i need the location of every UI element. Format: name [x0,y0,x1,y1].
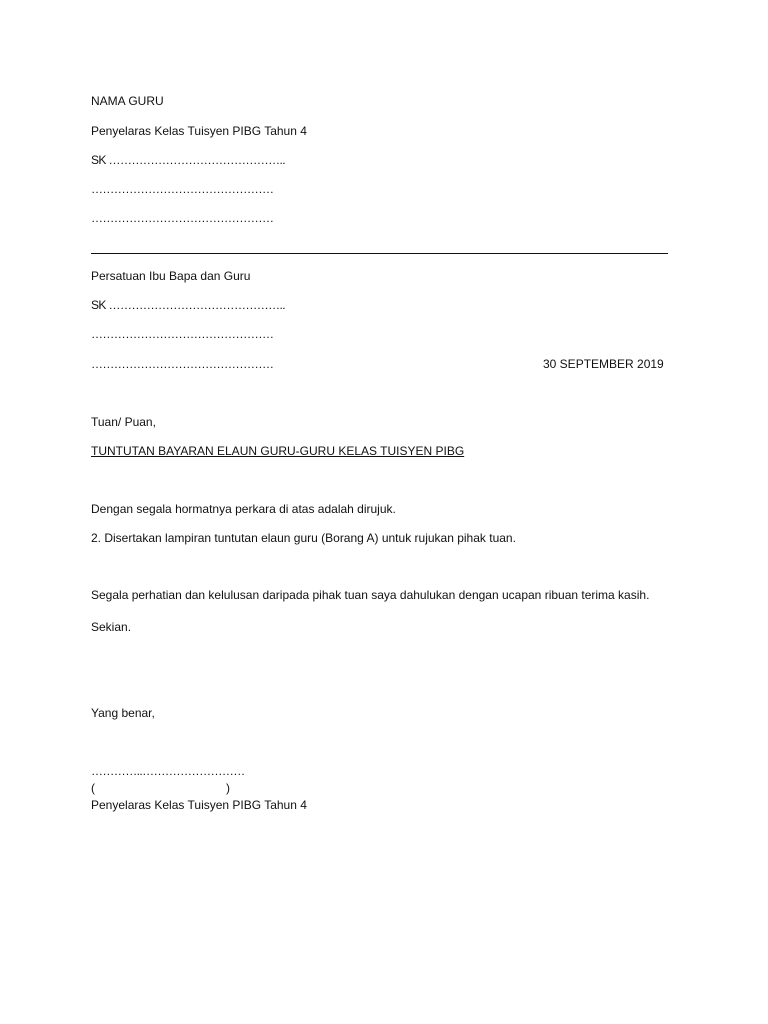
recipient-school-line: SK ……………………………………….. [91,298,286,312]
sender-address-line-2: ………………………………………… [91,211,274,225]
sender-address-line-1: ………………………………………… [91,182,274,196]
sender-school-line: SK ……………………………………….. [91,153,286,167]
letter-date: 30 SEPTEMBER 2019 [543,357,664,371]
body-closing: Sekian. [91,620,132,634]
recipient-address-line-2: ………………………………………… [91,357,274,371]
body-paragraph-2: 2. Disertakan lampiran tuntutan elaun guru (Borang A) untuk rujukan pihak tuan. [91,531,516,545]
recipient-name: Persatuan Ibu Bapa dan Guru [91,269,251,283]
letter-subject: TUNTUTAN BAYARAN ELAUN GURU-GURU KELAS TUISYEN PIBG [91,444,465,458]
sender-name: NAMA GURU [91,94,164,108]
signature-name-close-paren: ) [226,781,230,795]
signature-line: …………..……………………… [91,764,245,778]
signature-name-open-paren: ( [91,781,95,795]
sender-position: Penyelaras Kelas Tuisyen PIBG Tahun 4 [91,124,307,138]
valediction: Yang benar, [91,706,155,720]
header-divider [91,253,668,254]
recipient-address-line-1: ………………………………………… [91,327,274,341]
body-paragraph-3: Segala perhatian dan kelulusan daripada pihak tuan saya dahulukan dengan ucapan ribuan terima kasih. [91,588,650,602]
signature-title: Penyelaras Kelas Tuisyen PIBG Tahun 4 [91,798,307,812]
body-paragraph-1: Dengan segala hormatnya perkara di atas adalah dirujuk. [91,502,396,516]
salutation: Tuan/ Puan, [91,415,156,429]
